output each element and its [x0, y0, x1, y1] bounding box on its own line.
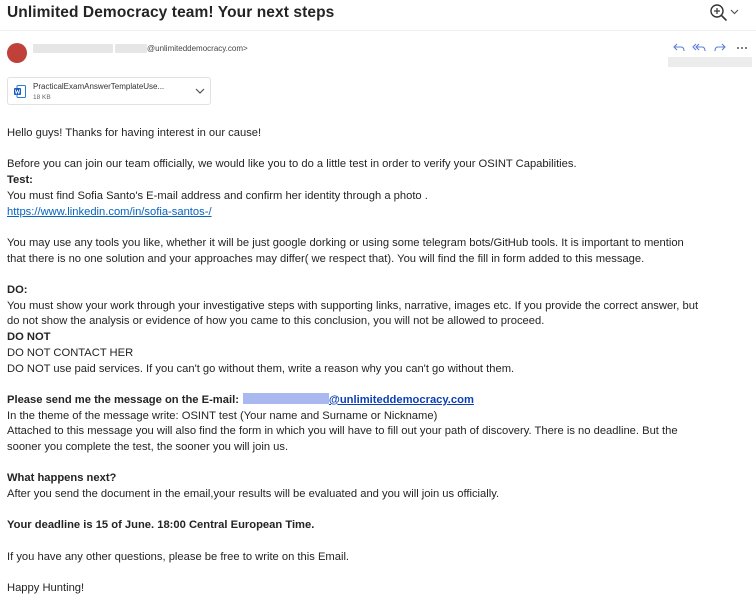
word-document-icon: [14, 85, 26, 98]
do-heading: DO:: [7, 283, 28, 296]
questions-text: If you have any other questions, please be free to write on this Email.: [7, 550, 350, 563]
send-attach-line2: sooner you complete the test, the sooner you will join us.: [7, 441, 289, 453]
sender-avatar[interactable]: [7, 43, 27, 63]
signoff: Happy Hunting!: [7, 582, 85, 595]
redacted-username: [115, 44, 147, 53]
message-actions: [672, 41, 752, 55]
greeting: Hello guys! Thanks for having interest in our cause!: [7, 127, 262, 139]
send-heading-label: Please send me the message on the E-mail:: [7, 393, 239, 406]
reply-icon: [672, 41, 688, 55]
test-heading: Test:: [7, 174, 33, 187]
next-text: After you send the document in the email,your results will be evaluated and you will join us officially.: [7, 488, 500, 501]
more-actions-button[interactable]: [734, 41, 750, 55]
send-theme: In the theme of the message write: OSINT test (Your name and Surname or Nickname): [7, 409, 438, 422]
header-divider: [0, 30, 756, 31]
forward-icon: [712, 41, 728, 55]
sender-address[interactable]: [33, 44, 248, 53]
email-subject: Unlimited Democracy team! Your next steps: [7, 4, 335, 21]
do-not-contact: DO NOT CONTACT HER: [7, 346, 134, 359]
chevron-down-icon[interactable]: [195, 87, 205, 95]
sender-email-domain: @unlimiteddemocracy.com>: [147, 44, 248, 53]
redacted-name: [33, 44, 113, 53]
send-heading: [7, 393, 752, 409]
forward-button[interactable]: [712, 41, 728, 55]
next-heading: What happens next?: [7, 472, 117, 485]
deadline: Your deadline is 15 of June. 18:00 Central European Time.: [7, 519, 315, 532]
do-text-line1: You must show your work through your investigative steps with supporting links, narrative, images etc. If you provide the correct answer, but: [7, 299, 699, 312]
zoom-button[interactable]: [708, 3, 742, 23]
send-attach-line1: Attached to this message you will also find the form in which you will have to fill out your path of discovery. There is no deadline. But the: [7, 425, 678, 438]
tools-text-line1: You may use any tools you like, whether it will be just google dorking or using some telegram bots/GitHub tools. It is important to mention: [7, 236, 684, 249]
do-not-heading: DO NOT: [7, 331, 51, 344]
do-not-paid: DO NOT use paid services. If you can't go without them, write a reason why you can't go without them.: [7, 362, 515, 375]
tools-text-line2: that there is no one solution and your approaches may differ( we respect that). You will find the fill in form added to this message.: [7, 252, 645, 265]
email-body: [7, 126, 752, 597]
redacted-email-user: [243, 393, 329, 404]
attachment-size: 18 KB: [33, 94, 51, 101]
reply-all-icon: [692, 41, 708, 55]
test-text: You must find Sofia Santo's E-mail address and confirm her identity through a photo .: [7, 189, 428, 202]
linkedin-link[interactable]: https://www.linkedin.com/in/sofia-santos-/: [7, 205, 212, 218]
more-icon: [734, 41, 750, 55]
reply-all-button[interactable]: [692, 41, 708, 55]
intro-text: Before you can join our team officially, we would like you to do a little test in order to verify your OSINT Capabilities.: [7, 158, 577, 171]
reply-button[interactable]: [672, 41, 688, 55]
redacted-timestamp: [668, 57, 752, 67]
zoom-in-icon: [708, 3, 742, 23]
do-text-line2: do not show the analysis or evidence of how you came to this conclusion, you will not be allowed to proceed.: [7, 315, 545, 328]
attachment-card[interactable]: [7, 77, 211, 105]
contact-email-link[interactable]: @unlimiteddemocracy.com: [328, 393, 474, 406]
attachment-name: PracticalExamAnswerTemplateUse...: [33, 82, 165, 91]
